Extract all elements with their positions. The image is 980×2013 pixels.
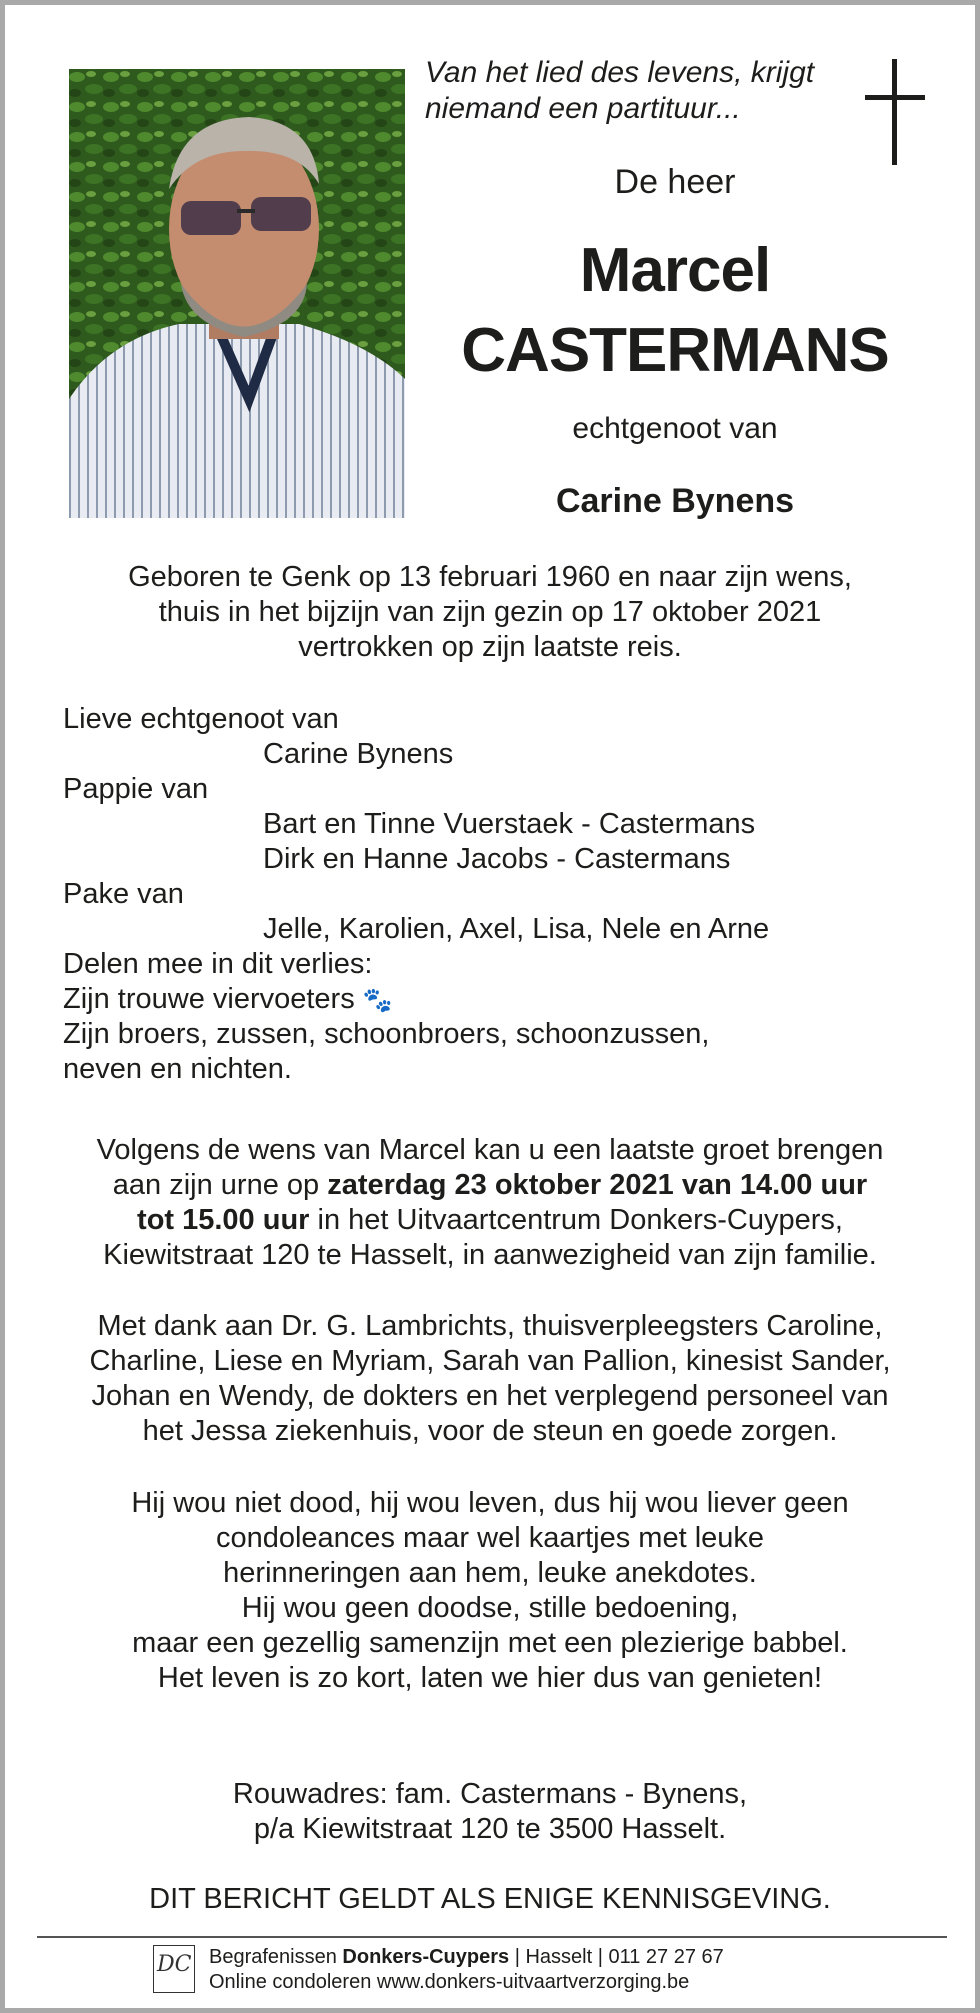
thanks-line: Johan en Wendy, de dokters en het verplegend personeel van xyxy=(91,1380,889,1412)
spouse-name: Carine Bynens xyxy=(555,482,795,520)
birth-line: vertrokken op zijn laatste reis. xyxy=(298,631,682,663)
family-text: Carine Bynens xyxy=(263,738,454,770)
visit-time: tot 15.00 uur xyxy=(137,1204,310,1236)
logo-text: DC xyxy=(157,1952,192,1977)
family-text: Bart en Tinne Vuerstaek - Castermans xyxy=(263,808,756,840)
birth-line: Geboren te Genk op 13 februari 1960 en naar zijn wens, xyxy=(128,561,852,593)
thanks-paragraph xyxy=(45,1309,935,1449)
family-text: Lieve echtgenoot van xyxy=(63,703,339,735)
address-line: Rouwadres: fam. Castermans - Bynens, xyxy=(232,1778,748,1810)
visit-line xyxy=(45,1168,935,1203)
family-text: neven en nichten. xyxy=(63,1053,292,1085)
wish-line: herinneringen aan hem, leuke anekdotes. xyxy=(223,1557,757,1589)
family-member xyxy=(63,842,769,877)
visit-date: zaterdag 23 oktober 2021 van 14.00 uur xyxy=(327,1169,868,1201)
thanks-line: Charline, Liese en Myriam, Sarah van Pallion, kinesist Sander, xyxy=(89,1345,891,1377)
relation-label: echtgenoot van xyxy=(572,412,778,445)
deceased-last-name: CASTERMANS xyxy=(461,316,889,385)
family-relation xyxy=(63,877,769,912)
birth-line: thuis in het bijzijn van zijn gezin op 17 oktober 2021 xyxy=(158,596,822,628)
thanks-line: Met dank aan Dr. G. Lambrichts, thuisverpleegsters Caroline, xyxy=(97,1310,883,1342)
footer-line-1 xyxy=(209,1945,724,1970)
family-relation xyxy=(63,772,769,807)
family-relation xyxy=(63,982,769,1017)
paw-icon: 🐾 xyxy=(362,987,393,1014)
quote xyxy=(425,55,865,127)
footer-divider xyxy=(37,1936,947,1938)
birth-paragraph xyxy=(45,560,935,665)
visit-text: in het Uitvaartcentrum Donkers-Cuypers, xyxy=(309,1204,843,1236)
wish-line: Hij wou niet dood, hij wou leven, dus hij wou liever geen xyxy=(131,1487,849,1519)
visit-text: aan zijn urne op xyxy=(112,1169,328,1201)
wish-line: Het leven is zo kort, laten we hier dus van genieten! xyxy=(157,1662,823,1694)
deceased-first-name: Marcel xyxy=(579,236,771,305)
family-text: Pake van xyxy=(63,878,184,910)
portrait-photo xyxy=(69,69,405,518)
thanks-line: het Jessa ziekenhuis, voor de steun en goede zorgen. xyxy=(142,1415,838,1447)
family-text: Jelle, Karolien, Axel, Lisa, Nele en Arne xyxy=(263,913,770,945)
visit-line: Volgens de wens van Marcel kan u een laatste groet brengen xyxy=(96,1134,884,1166)
wish-paragraph xyxy=(45,1486,935,1696)
family-text: Delen mee in dit verlies: xyxy=(63,948,373,980)
visit-line: Kiewitstraat 120 te Hasselt, in aanwezigheid van zijn familie. xyxy=(103,1239,877,1271)
family-list xyxy=(63,702,769,1087)
family-relation xyxy=(63,947,769,982)
address-line: p/a Kiewitstraat 120 te 3500 Hasselt. xyxy=(253,1813,727,1845)
quote-line-1: Van het lied des levens, krijgt xyxy=(425,56,815,89)
cross-icon xyxy=(865,59,925,165)
family-relation xyxy=(63,702,769,737)
visit-line xyxy=(45,1203,935,1238)
footer-text-part: Begrafenissen xyxy=(209,1946,343,1968)
family-member xyxy=(63,737,769,772)
mourning-address xyxy=(45,1777,935,1847)
family-text: Dirk en Hanne Jacobs - Castermans xyxy=(263,843,731,875)
wish-line: maar een gezellig samenzijn met een plezierige babbel. xyxy=(132,1627,848,1659)
wish-line: Hij wou geen doodse, stille bedoening, xyxy=(241,1592,739,1624)
notice-text: DIT BERICHT GELDT ALS ENIGE KENNISGEVING. xyxy=(149,1883,831,1915)
family-member xyxy=(63,912,769,947)
visitation-paragraph xyxy=(45,1133,935,1273)
family-relation xyxy=(63,1052,769,1087)
family-text: Zijn broers, zussen, schoonbroers, schoonzussen, xyxy=(63,1018,710,1050)
obituary-card xyxy=(5,5,975,2008)
funeral-home-logo xyxy=(153,1945,195,1993)
footer-contact: | Hasselt | 011 27 27 67 xyxy=(509,1946,724,1968)
family-member xyxy=(63,807,769,842)
wish-line: condoleances maar wel kaartjes met leuke xyxy=(215,1522,765,1554)
family-text: Pappie van xyxy=(63,773,209,805)
title-prefix: De heer xyxy=(614,163,736,201)
funeral-home-name: Donkers-Cuypers xyxy=(342,1946,510,1968)
footer-text xyxy=(209,1945,724,1995)
quote-line-2: niemand een partituur... xyxy=(425,92,741,125)
family-text: Zijn trouwe viervoeters xyxy=(63,983,355,1015)
family-relation xyxy=(63,1017,769,1052)
footer-line-2: Online condoleren www.donkers-uitvaartverzorging.be xyxy=(209,1971,690,1993)
footer xyxy=(153,1945,853,1999)
